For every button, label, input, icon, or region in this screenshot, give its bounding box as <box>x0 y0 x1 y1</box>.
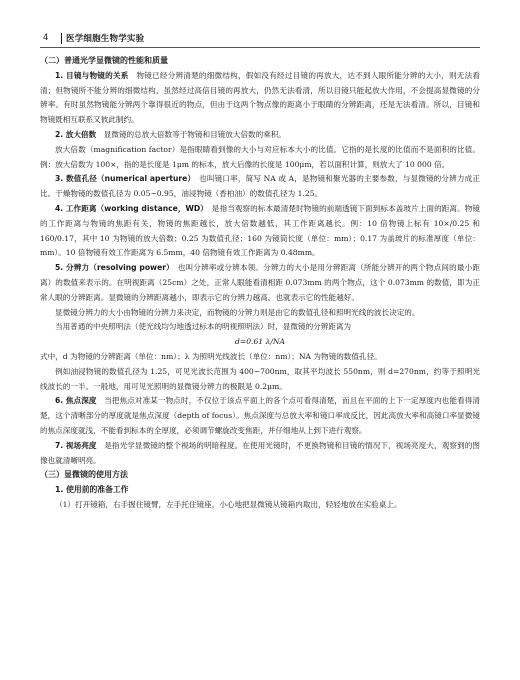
header-rule <box>40 47 480 48</box>
item-4 <box>40 202 480 261</box>
item-heading: 1. 目镜与物镜的关系 <box>55 70 129 80</box>
item-heading: 6. 焦点深度 <box>55 396 97 406</box>
item-text: 物镜已经分辨清楚的细微结构，假如没有经过目镜的再放大，达不到人眼所能分辨的大小，则无法看清；但物镜所不能分辨的细微结构，虽然经过高倍目镜的再放大，仍然无法看清，所以目镜只能起放大作用，不会提高显微镜的分辨率。有时虽然物镜能分辨两个靠得很近的物点，但由于这两个物点像的距离小于眼睛的分辨距离，还是无法看清。所以，目镜和物镜既相互联系又彼此制约。 <box>40 70 481 125</box>
item-text: 也叫分辨率或分辨本领。分辨力的大小是用分辨距离（所能分辨开的两个物点间的最小距离）的数值来表示的。在明视距离（25cm）之处，正常人眼能看清相距 0.073mm 的两个物点，这个 0.073mm 的数值，即为正常人眼的分辨距离。显微镜的分辨距离越小，即表示它的分辨力越高，也就表示它的性能越好。 <box>40 263 481 302</box>
item-heading: 5. 分辨力（resolving power） <box>55 263 171 273</box>
item-text: 是指光学显微镜的整个视场的明暗程度。在使用光镜时，不更换物镜和目镜的情况下，视场亮度大，观察到的图像也就清晰明亮。 <box>40 440 481 465</box>
formula-explanation: 式中，d 为物镜的分辨距离（单位：nm）；λ 为照明光线波长（单位：nm）；NA 为物镜的数值孔径。 <box>40 351 382 361</box>
item-2 <box>40 128 480 143</box>
item-heading: 7. 视场亮度 <box>55 440 97 450</box>
running-title: 医学细胞生物学实验 <box>66 34 145 44</box>
page-number: 4 <box>43 33 49 43</box>
item-heading: 2. 放大倍数 <box>55 129 97 139</box>
page-body <box>40 54 480 513</box>
item-7 <box>40 439 480 469</box>
item-text: 是指当观察的标本最清楚时物镜的前端透镜下面到标本盖玻片上面的距离。物镜的工作距离与物镜的焦距有关，物镜的焦距越长，放大倍数越低，其工作距离越长。例：10 倍物镜上标有 10×/0.25 和 160/0.17，其中 10 为物镜的放大倍数；0.25 为数值孔径；160 为镜筒长度（单位：mm）；0.17 为盖玻片的标准厚度（单位：mm）。10 倍物镜有效工作距离为 6.5mm，40 倍物镜有效工作距离为 0.48mm。 <box>40 203 480 258</box>
paragraph: 放大倍数（magnification factor）是指眼睛看到像的大小与对应标本大小的比值。它指的是长度的比值而不是面积的比值。例：放大倍数为 100×，指的是长度是 1μm 的标本，放大后像的长度是 100μm，若以面积计算，则放大了 10 000 倍。 <box>40 144 480 169</box>
section-title-2: （三）显微镜的使用方法 <box>40 470 128 480</box>
paragraph: 例如油浸物镜的数值孔径为 1.25，可见光波长范围为 400~700nm，取其平均波长 550nm，则 d=270nm，约等于照明光线波长的一半。一般地，用可见光照明的显微镜分辨力的极限是 0.2μm。 <box>40 366 480 391</box>
resolution-formula: d=0.61 λ/NA <box>234 337 286 347</box>
item-1 <box>40 69 480 128</box>
item-3 <box>40 172 480 202</box>
item-text: 当把焦点对准某一物点时，不仅位于该点平面上的各个点可看得清楚，而且在平面的上下一定厚度内也能看得清楚，这个清晰部分的厚度就是焦点深度（depth of focus）。焦点深度与总放大率和镜口率成反比，因此高放大率和高镜口率显微镜的焦点深度就浅，不能看到标本的全厚度，必须调节螺旋改变焦距，并仔细地从上到下进行观察。 <box>40 396 481 435</box>
item-6 <box>40 394 480 438</box>
item-text: 也叫镜口率，简写 NA 或 A，是物镜和聚光器的主要参数，与显微镜的分辨力成正比。干燥物镜的数值孔径为 0.05~0.95，油浸物镜（香柏油）的数值孔径为 1.25。 <box>40 174 480 199</box>
item-5 <box>40 261 480 305</box>
subsection-title: 1. 使用前的准备工作 <box>55 485 129 495</box>
item-heading: 3. 数值孔径（numerical aperture） <box>55 174 192 184</box>
section-title: （二）普通光学显微镜的性能和质量 <box>40 56 168 65</box>
paragraph: 当用普通的中央照明法（使光线均匀地透过标本的明视照明法）时，显微镜的分辨距离为 <box>55 322 352 332</box>
header-separator <box>61 33 62 44</box>
item-text: 显微镜的总放大倍数等于物镜和目镜放大倍数的乘积。 <box>103 129 287 139</box>
running-header <box>43 32 144 44</box>
paragraph: 显微镜分辨力的大小由物镜的分辨力来决定，而物镜的分辨力则是由它的数值孔径和照明光线的波长决定的。 <box>55 307 420 317</box>
item-heading: 4. 工作距离（working distance，WD） <box>55 203 205 213</box>
paragraph: （1）打开镜箱，右手握住镜臂，左手托住镜座，小心地把显微镜从镜箱内取出，轻轻地放在实验桌上。 <box>55 499 402 509</box>
